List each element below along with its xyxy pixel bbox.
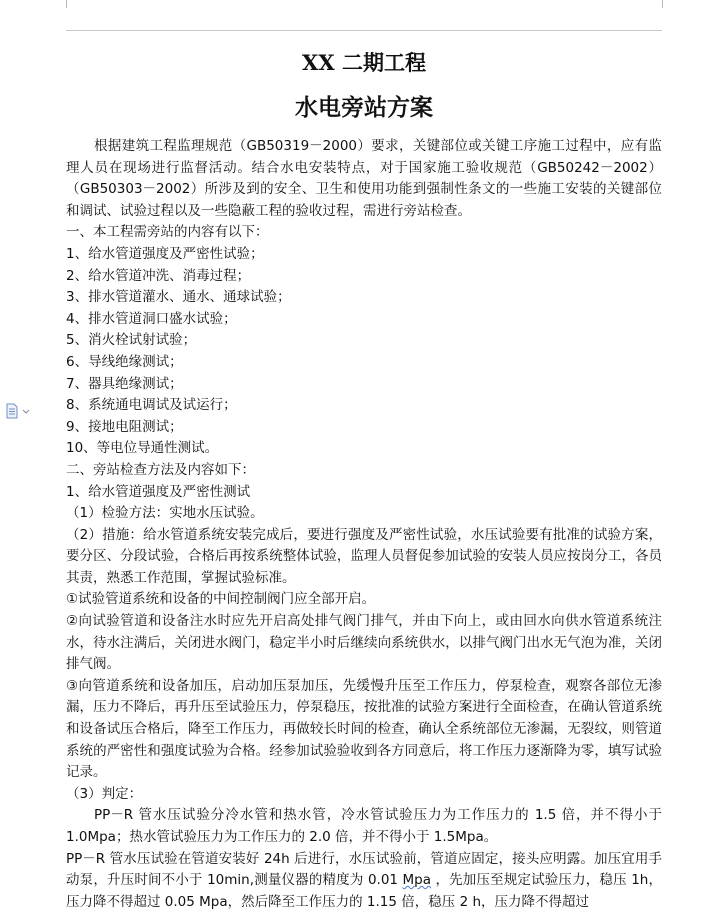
judge-heading: （3）判定： [66,785,143,802]
measures-paragraph: （2）措施：给水管道系统安装完成后，要进行强度及严密性试验，水压试验要有批准的试验方案，要分区、分段试验，合格后再按系统整体试验，监理人员督促参加试验的安装人员应按岗分工，各员其责，熟悉工作范围，掌握试验标准。 [66,526,662,586]
document-title: XX 二期工程 [302,50,426,75]
header-rule [66,30,662,31]
list-item: 10、等电位导通性测试。 [66,440,219,457]
ppr-test-paragraph [66,849,663,910]
document-page [66,44,663,910]
document-outline-icon[interactable] [6,403,32,419]
inspection-items-list [66,244,662,460]
step-3: ③向管道系统和设备加压，启动加压泵加压，先缓慢升压至工作压力，停泵检查，观察各部位无渗漏，压力不降后，再升压至试验压力，停泵稳压，按批准的试验方案进行全面检查，在确认管道系统和设备试压合格后，降至工作压力，再做较长时间的检查，确认全系统部位无渗漏，无裂纹，则管道系统的严密性和强度试验为合格。经参加试验验收到各方同意后，将工作压力逐渐降为零，填写试验记录。 [66,677,662,781]
list-item: 4、排水管道洞口盛水试验； [66,310,237,327]
spellcheck-word: Mpa [402,872,431,889]
check-method: （1）检验方法：实地水压试验。 [66,505,264,522]
intro-paragraph: 根据建筑工程监理规范（GB50319－2000）要求，关键部位或关键工序施工过程中，应有监理人员在现场进行监督活动。结合水电安装特点，对于国家施工验收规范（GB50242－2002）（GB50303－2002）所涉及到的安全、卫生和使用功能到强制性条文的一些施工安装的关键部位和调试、试验过程以及一些隐蔽工程的验收过程，需进行旁站检查。 [66,138,662,219]
page-corner-mark-left [66,0,67,8]
section-heading-1: 一、本工程需旁站的内容有以下： [66,224,269,241]
list-item: 9、接地电阻测试； [66,418,183,435]
ppr-pressure-paragraph: PP－R 管水压试验分冷水管和热水管，冷水管试验压力为工作压力的 1.5 倍，并不得小于 1.0Mpa；热水管试验压力为工作压力的 2.0 倍，并不得小于 1.5Mpa。 [66,807,662,845]
document-subtitle: 水电旁站方案 [295,94,433,121]
ppr-test-text-b: ，先加压至规定试验压力，稳压 1h，压力降不得超过 0.05 Mpa，然后降至工作压力的 1.15 倍，稳压 2 h，压力降不得超过 [66,872,663,910]
list-item: 1、给水管道强度及严密性试验； [66,245,264,262]
subsection-heading: 1、给水管道强度及严密性测试 [66,483,251,500]
list-item: 8、系统通电调试及试运行； [66,397,237,414]
list-item: 7、器具绝缘测试； [66,375,183,392]
section-heading-2: 二、旁站检查方法及内容如下： [66,461,255,478]
list-item: 3、排水管道灌水、通水、通球试验； [66,289,291,306]
list-item: 5、消火栓试射试验； [66,332,197,349]
page-corner-mark-right [662,0,663,8]
list-item: 2、给水管道冲洗、消毒过程； [66,267,251,284]
step-2: ②向试验管道和设备注水时应先开启高处排气阀门排气，并由下向上，或由回水向供水管道系统注水，待水注满后，关闭进水阀门，稳定半小时后继续向系统供水，以排气阀门出水无气泡为准，关闭排气阀。 [66,613,662,673]
step-1: ①试验管道系统和设备的中间控制阀门应全部开启。 [66,591,376,608]
list-item: 6、导线绝缘测试； [66,353,183,370]
ppr-test-text-a: PP－R 管水压试验在管道安装好 24h 后进行，水压试验前，管道应固定，接头应明露。加压宜用手动泵，升压时间不小于 10min,测量仪器的精度为 0.01 [66,850,662,889]
